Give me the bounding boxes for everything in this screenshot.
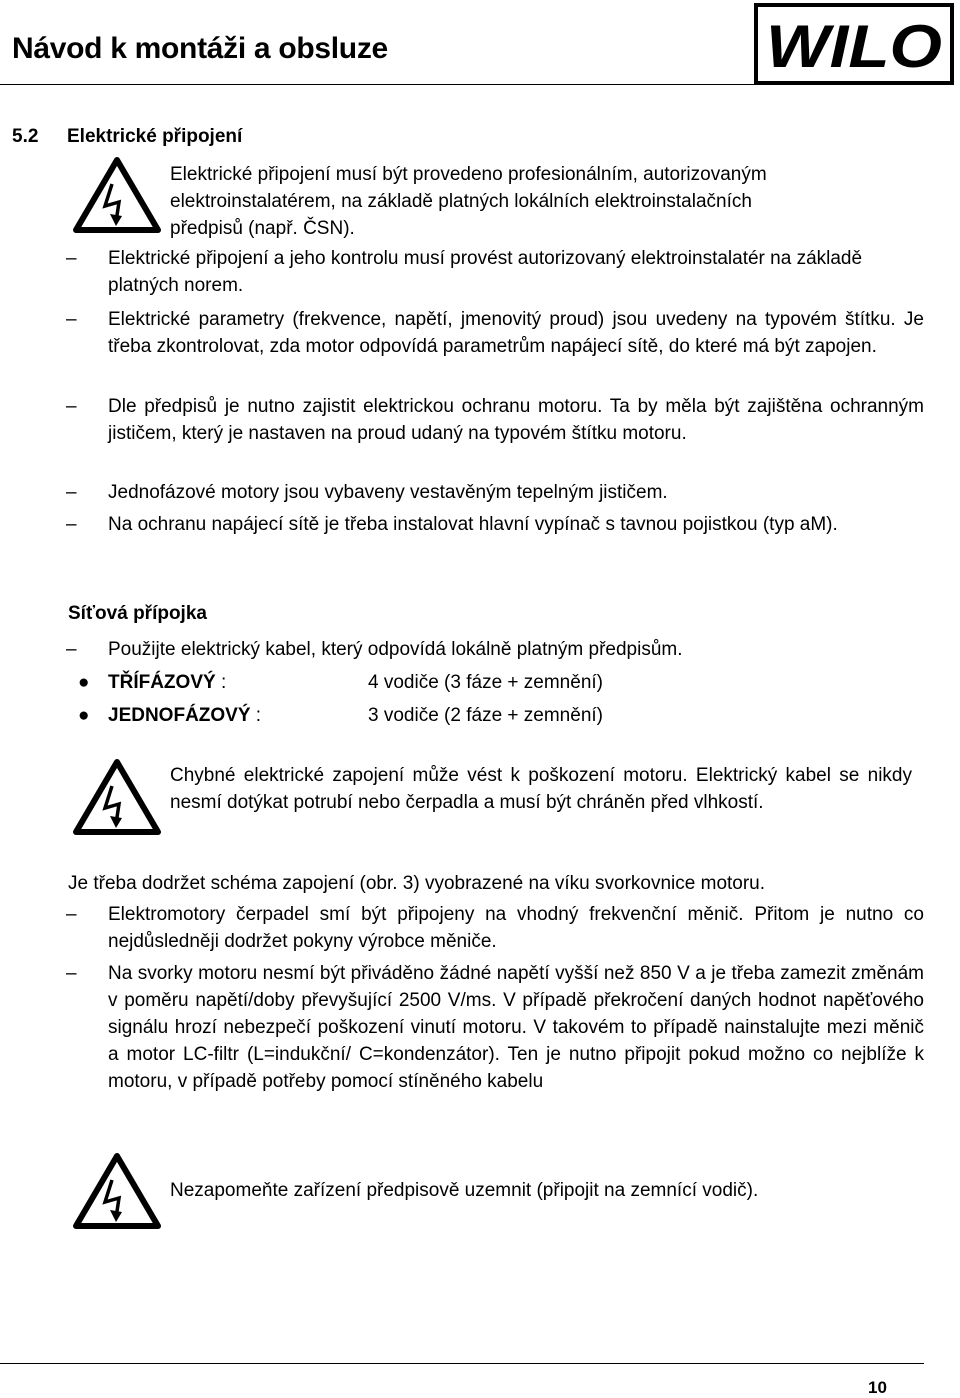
list-item — [66, 393, 924, 447]
high-voltage-warning-icon — [72, 156, 162, 234]
high-voltage-warning-icon — [72, 1152, 162, 1230]
list-item — [66, 511, 924, 538]
high-voltage-warning-icon — [72, 758, 162, 836]
warning-1-line: elektroinstalatérem, na základě platných lokálních elektroinstalačních — [170, 191, 752, 212]
list-item-text: Jednofázové motory jsou vybaveny vestavěným tepelným jističem. — [108, 482, 668, 503]
list-item-text: Dle předpisů je nutno zajistit elektrickou ochranu motoru. Ta by měla být zajištěna ochranným jističem, který je nastaven na proud udaný na typovém štítku motoru. — [108, 396, 924, 444]
dash-marker: – — [66, 639, 77, 660]
wiring-paragraph: Je třeba dodržet schéma zapojení (obr. 3) vyobrazené na víku svorkovnice motoru. — [68, 873, 766, 894]
warning-1-text — [170, 161, 920, 242]
warning-1-line: předpisů (např. ČSN). — [170, 218, 355, 239]
wilo-logo — [754, 3, 954, 85]
list-item-text: Elektrické parametry (frekvence, napětí, jmenovitý proud) jsou uvedeny na typovém štítku. Je třeba zkontrolovat, zda motor odpovídá parametrům napájecí sítě, do které má být zapojen. — [108, 309, 924, 357]
dash-marker: – — [66, 482, 77, 503]
dash-marker: – — [66, 396, 77, 417]
list-item — [66, 636, 924, 663]
dash-marker: – — [66, 248, 77, 269]
bullet-label: TŘÍFÁZOVÝ — [108, 672, 216, 693]
list-item — [66, 245, 924, 299]
mains-heading: Síťová přípojka — [68, 603, 207, 624]
warning-1-line: Elektrické připojení musí být provedeno profesionálním, autorizovaným — [170, 164, 767, 185]
list-item — [66, 960, 924, 1095]
bullet-value: 3 vodiče (2 fáze + zemnění) — [368, 705, 603, 726]
section-number: 5.2 — [12, 126, 39, 147]
dash-marker: – — [66, 904, 77, 925]
bullet-value: 4 vodiče (3 fáze + zemnění) — [368, 672, 603, 693]
bullet-marker: ● — [78, 705, 90, 726]
bullet-separator: : — [215, 672, 227, 693]
section-title: Elektrické připojení — [67, 126, 243, 147]
warning-2-text: Chybné elektrické zapojení může vést k poškození motoru. Elektrický kabel se nikdy nesmí dotýkat potrubí nebo čerpadla a musí být chráněn před vlhkostí. — [170, 765, 912, 813]
list-item — [66, 479, 924, 506]
list-item-text: Použijte elektrický kabel, který odpovídá lokálně platným předpisům. — [108, 639, 683, 660]
list-item-text: Elektromotory čerpadel smí být připojeny na vhodný frekvenční měnič. Přitom je nutno co nejdůsledněji dodržet pokyny výrobce měniče. — [108, 904, 924, 952]
logo-text: WILO — [766, 13, 942, 80]
dash-marker: – — [66, 514, 77, 535]
list-item-text: Elektrické připojení a jeho kontrolu musí provést autorizovaný elektroinstalatér na základě platných norem. — [108, 248, 863, 296]
bullet-label: JEDNOFÁZOVÝ — [108, 705, 251, 726]
list-item-text: Na ochranu napájecí sítě je třeba instalovat hlavní vypínač s tavnou pojistkou (typ aM). — [108, 514, 838, 535]
bullet-separator: : — [250, 705, 262, 726]
list-item-text: Na svorky motoru nesmí být přiváděno žádné napětí vyšší než 850 V a je třeba zamezit změnám v poměru napětí/doby převyšující 2500 V/ms. V případě překročení daných hodnot napěťového signálu hrozí nebezpečí poškození vinutí motoru. V takovém to případě nainstalujte mezi měnič a motor LC-filtr (L=indukční/ C=kondenzátor). Ten je nutno připojit pokud možno co nejblíže k motoru, v případě potřeby pomocí stíněného kabelu — [108, 963, 924, 1092]
dash-marker: – — [66, 963, 77, 984]
dash-marker: – — [66, 309, 77, 330]
header-divider — [0, 84, 754, 85]
warning-3-text: Nezapomeňte zařízení předpisově uzemnit (připojit na zemnící vodič). — [170, 1180, 759, 1201]
list-item — [66, 306, 924, 360]
list-item — [66, 901, 924, 955]
document-title: Návod k montáži a obsluze — [12, 32, 388, 65]
page-number: 10 — [868, 1378, 887, 1397]
section-heading — [12, 126, 242, 148]
footer-divider — [0, 1363, 924, 1364]
bullet-marker: ● — [78, 672, 90, 693]
